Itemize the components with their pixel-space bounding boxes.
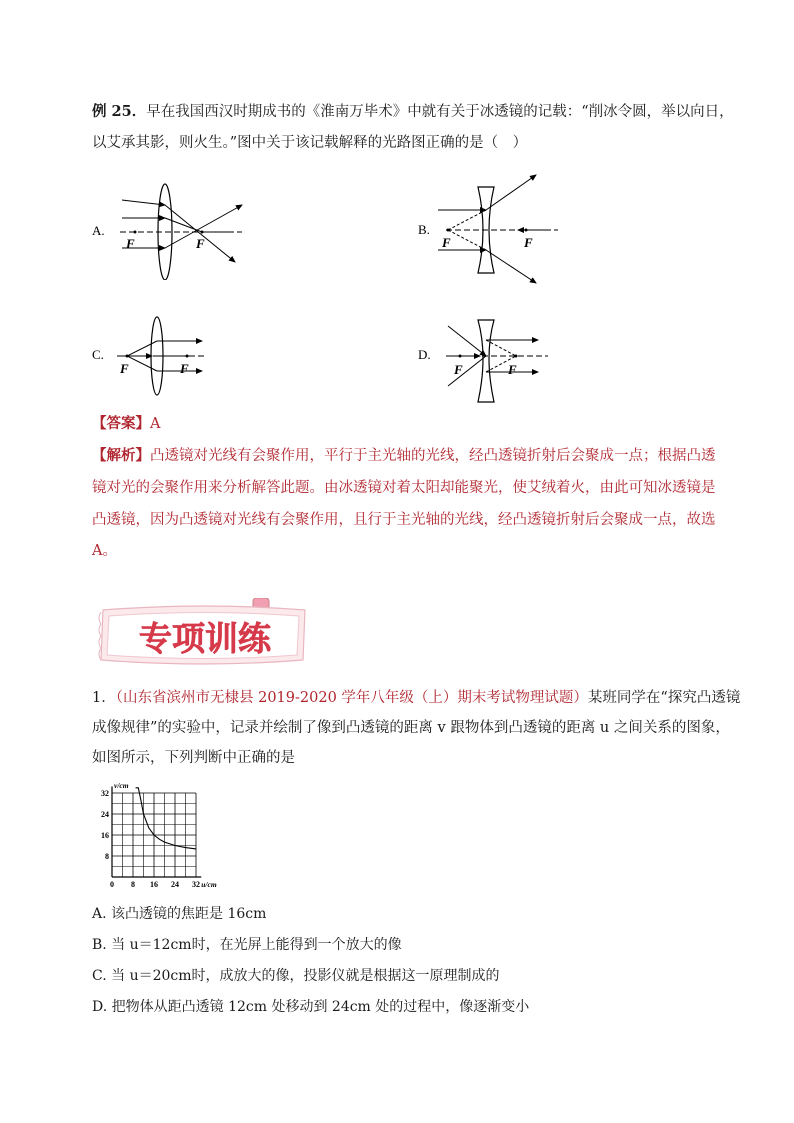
- answer-tag: 【答案】: [92, 415, 150, 432]
- question-1-line-2: 成像规律”的实验中，记录并绘制了像到凸透镜的距离 v 跟物体到凸透镜的距离 u 之间关系的图象，: [92, 720, 730, 736]
- focus-f-right-b: F: [524, 235, 533, 250]
- example-line-2: 以艾承其影，则火生。”图中关于该记载解释的光路图正确的是（ ）: [92, 135, 528, 151]
- question-1-text-1: 某班同学在“探究凸透镜: [587, 690, 741, 706]
- focus-f-right-d: F: [508, 362, 517, 377]
- answer-line: [92, 412, 160, 433]
- answer-value: A: [150, 416, 161, 432]
- focus-f-left-b: F: [442, 235, 451, 250]
- focus-f-right-a: F: [196, 236, 205, 251]
- uv-graph: [92, 782, 242, 896]
- choice-c[interactable]: C. 当 u＝20cm时，成放大的像，投影仪就是根据这一原理制成的: [92, 968, 500, 984]
- question-source: （山东省滨州市无棣县 2019-2020 学年八年级（上）期末考试物理试题）: [115, 690, 588, 706]
- question-number: 1．: [92, 690, 116, 706]
- banner-title: 专项训练: [139, 619, 271, 658]
- figure-c-svg: [92, 315, 222, 405]
- focus-f-left-c: F: [120, 361, 129, 376]
- analysis-tag: 【解析】: [92, 447, 150, 464]
- x-axis-label: u/cm: [201, 880, 217, 889]
- choice-a[interactable]: A. 该凸透镜的焦距是 16cm: [92, 906, 267, 922]
- x-tick-label: 16: [150, 880, 158, 889]
- figure-c: [92, 315, 222, 409]
- y-tick-label: 32: [101, 789, 109, 798]
- choice-b[interactable]: B. 当 u＝12cm时，在光屏上能得到一个放大的像: [92, 937, 402, 953]
- x-tick-label: 32: [192, 880, 200, 889]
- analysis-line-3: 凸透镜，因为凸透镜对光线有会聚作用，且行于主光轴的光线，经凸透镜折射后会聚成一点，故选: [92, 512, 716, 528]
- example-label: 例 25．: [92, 103, 147, 120]
- section-banner: [95, 598, 315, 672]
- question-1-line-1: [92, 686, 740, 707]
- focus-f-left-a: F: [126, 236, 135, 251]
- option-b-label: B.: [418, 222, 430, 237]
- option-a-label: A.: [92, 223, 105, 238]
- uv-curve: [136, 788, 196, 849]
- analysis-line-4: A。: [92, 543, 117, 559]
- choice-d[interactable]: D. 把物体从距凸透镜 12cm 处移动到 24cm 处的过程中，像逐渐变小: [92, 999, 530, 1015]
- x-tick-label: 24: [171, 880, 179, 889]
- figure-a-svg: [92, 180, 272, 280]
- focus-f-right-c: F: [180, 361, 189, 376]
- banner-svg: [95, 598, 315, 668]
- x-tick-label: 8: [131, 880, 135, 889]
- analysis-line-1: [92, 444, 716, 465]
- figure-b: [418, 165, 568, 294]
- focus-f-left-d: F: [454, 362, 463, 377]
- option-c-label: C.: [92, 347, 104, 362]
- analysis-line-2: 镜对光的会聚作用来分析解答此题。由冰透镜对着太阳却能聚光，使艾绒着火，由此可知冰透镜是: [92, 480, 716, 496]
- uv-graph-svg: [92, 782, 242, 892]
- figure-d: [418, 318, 553, 412]
- figure-d-svg: [418, 318, 553, 408]
- example-line-1: [92, 100, 734, 121]
- y-tick-label: 8: [105, 852, 109, 861]
- option-d-label: D.: [418, 347, 431, 362]
- question-1-line-3: 如图所示，下列判断中正确的是: [92, 750, 295, 766]
- x-tick-label: 0: [110, 880, 114, 889]
- y-tick-label: 16: [101, 831, 109, 840]
- figure-a: [92, 180, 272, 284]
- y-tick-label: 24: [101, 810, 109, 819]
- y-axis-label: v/cm: [114, 782, 129, 790]
- example-text-1: 早在我国西汉时期成书的《淮南万毕术》中就有关于冰透镜的记载：“削冰令圆，举以向日，: [146, 104, 734, 120]
- analysis-text-1: 凸透镜对光线有会聚作用，平行于主光轴的光线，经凸透镜折射后会聚成一点；根据凸透: [150, 448, 716, 464]
- figure-b-svg: [418, 165, 568, 290]
